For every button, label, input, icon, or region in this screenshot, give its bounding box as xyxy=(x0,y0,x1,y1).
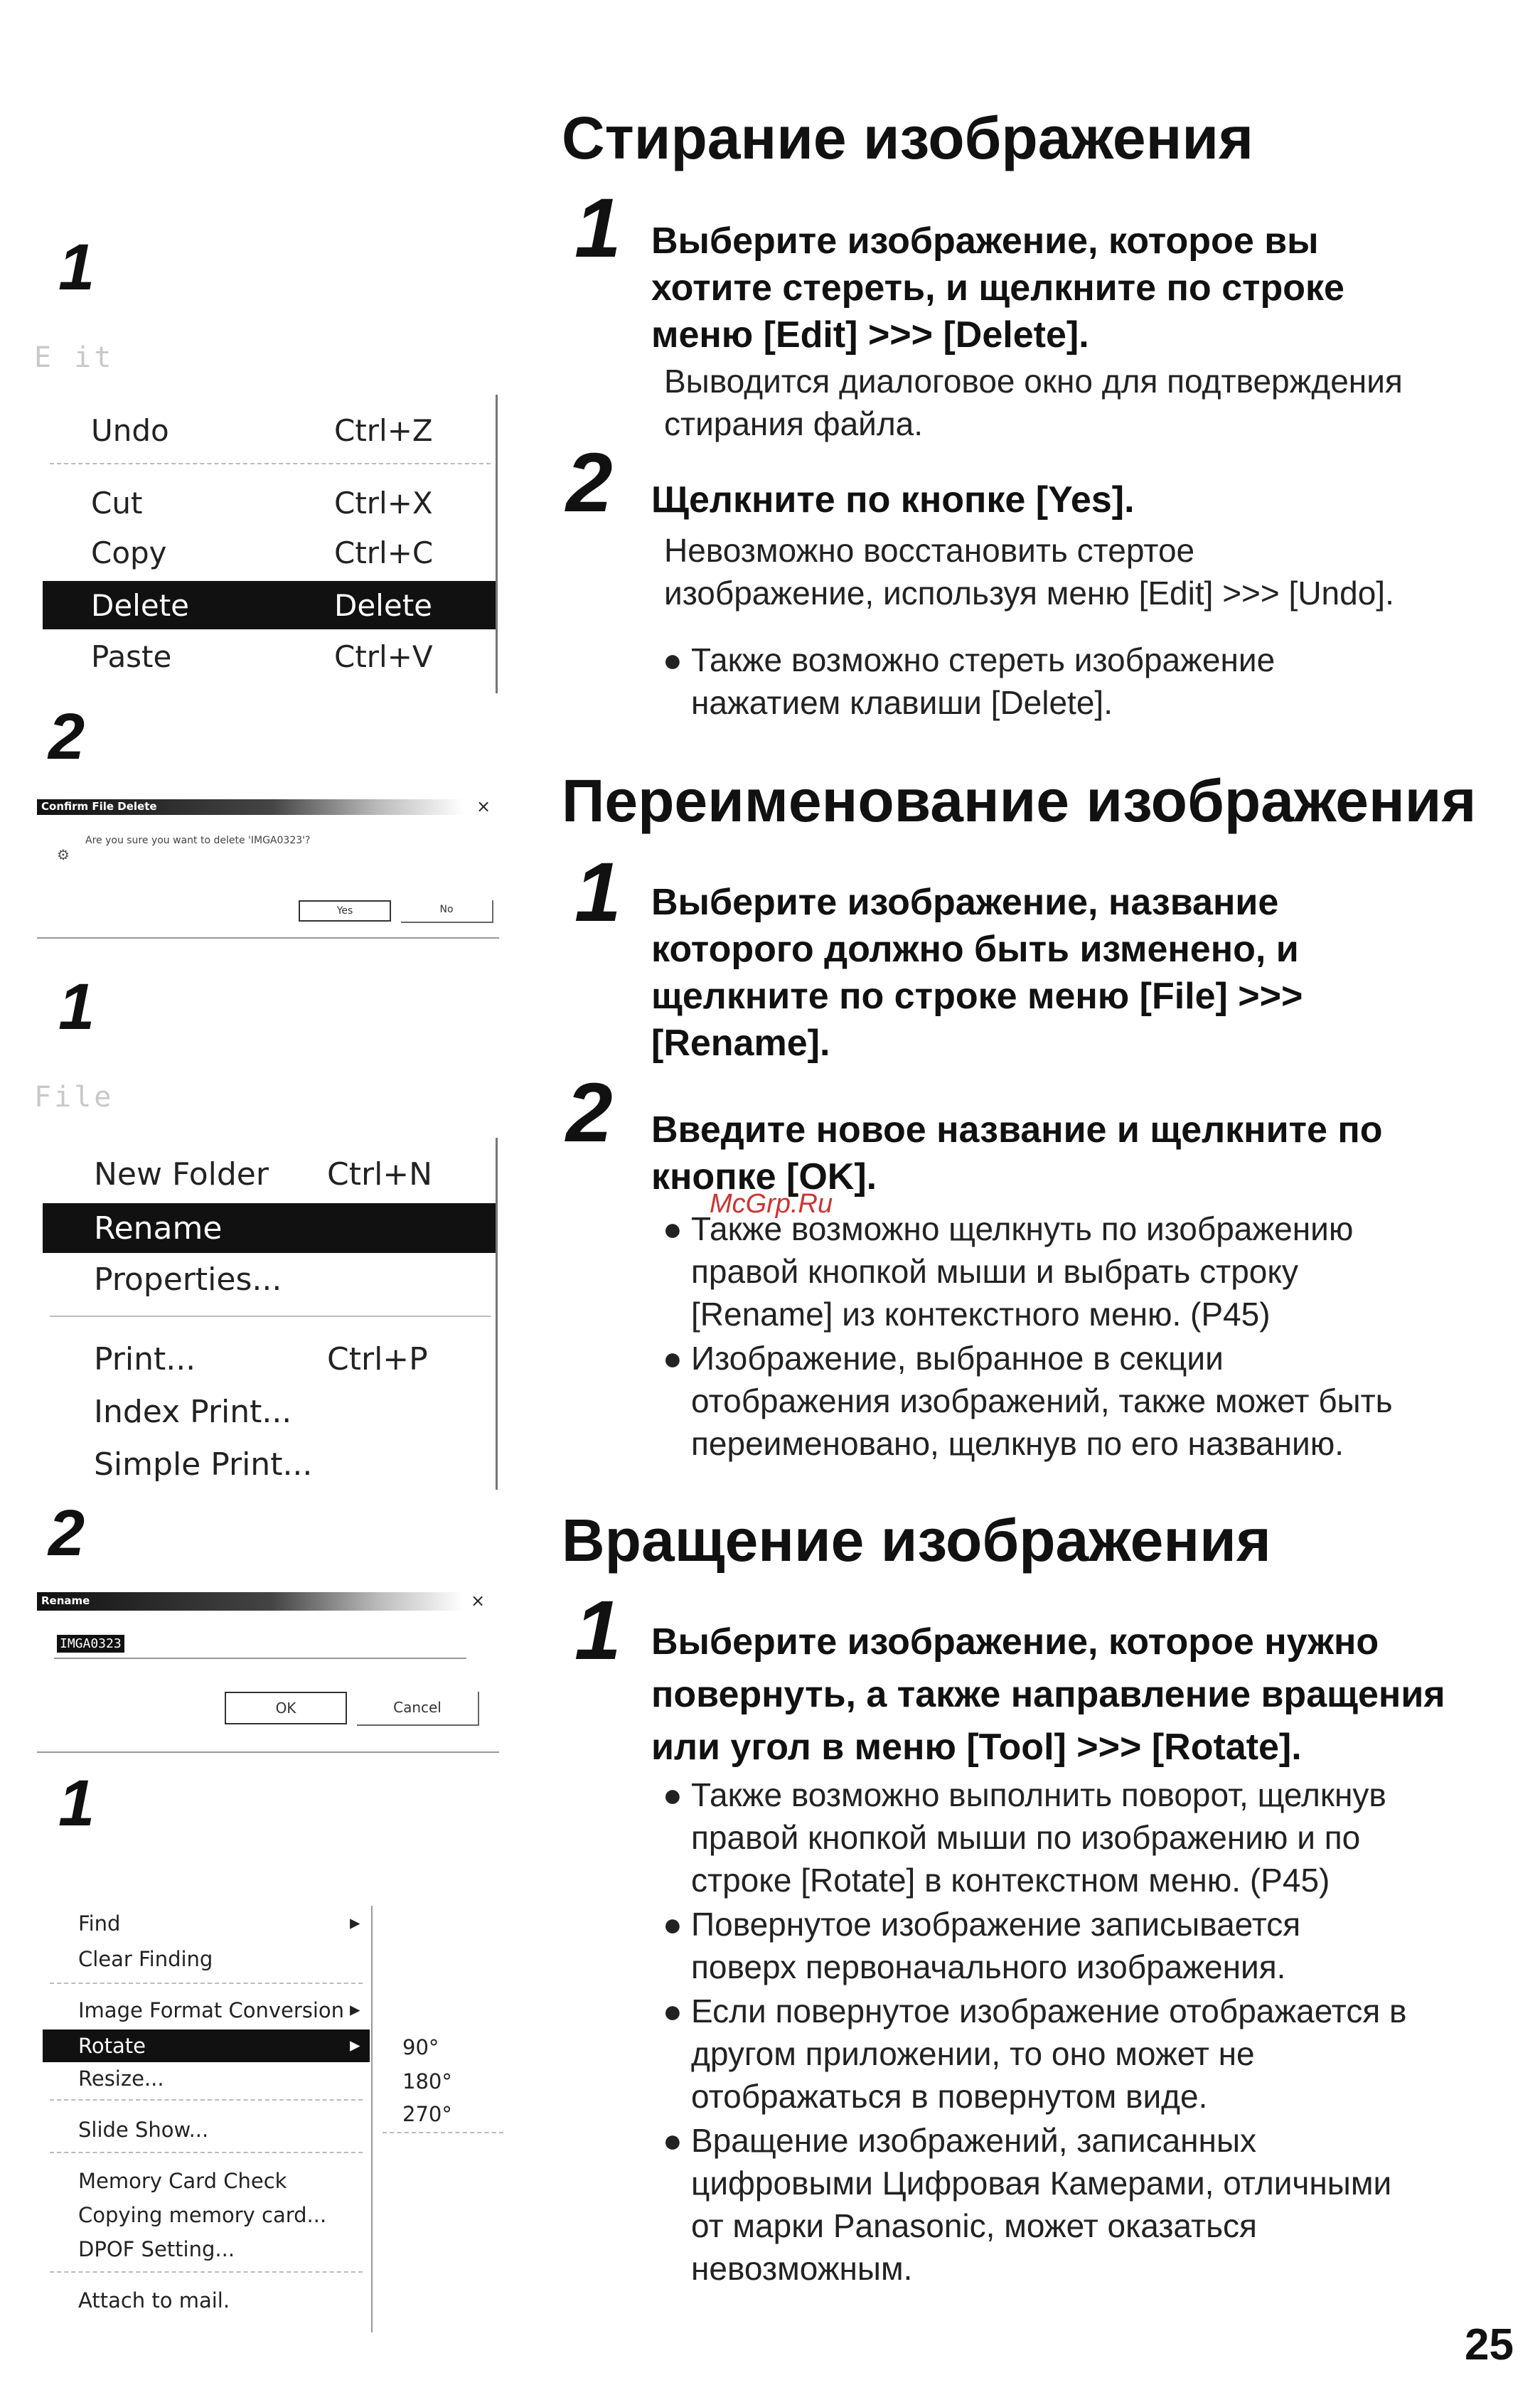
menu-item-label: Find xyxy=(78,1911,121,1936)
menu-separator xyxy=(50,2152,363,2153)
bullet-icon: ● xyxy=(663,2122,683,2159)
close-icon[interactable]: × xyxy=(476,796,491,816)
instruction-line: хотите стереть, и щелкните по строке xyxy=(651,267,1344,309)
section-heading-rename: Переименование изображения xyxy=(562,767,1477,834)
dialog-titlebar xyxy=(37,799,464,815)
menu-item-simple-print[interactable] xyxy=(43,1442,498,1486)
body-line: нажатием клавиши [Delete]. xyxy=(691,684,1113,721)
instruction-line: повернуть, а также направление вращения xyxy=(651,1674,1445,1715)
instruction-line: Выберите изображение, которое вы xyxy=(651,220,1319,262)
menu-item-shortcut: Ctrl+N xyxy=(327,1156,433,1193)
rotate-submenu xyxy=(383,2034,503,2126)
note-bullet xyxy=(663,1207,1516,1335)
step-number: 2 xyxy=(48,1497,85,1569)
body-line: строке [Rotate] в контекстном меню. (P45) xyxy=(691,1862,1330,1899)
body-line: поверх первоначального изображения. xyxy=(691,1948,1286,1985)
bullet-icon: ● xyxy=(663,1210,683,1247)
menu-item-label: Image Format Conversion xyxy=(78,1998,345,2022)
menu-title-edit: E it xyxy=(34,341,114,374)
rename-input-value: IMGA0323 xyxy=(57,1635,124,1653)
bullet-icon: ● xyxy=(663,1340,683,1377)
watermark: McGrp.Ru xyxy=(710,1189,833,1219)
question-icon: ⚙ xyxy=(57,848,70,863)
body-line: стирания файла. xyxy=(664,405,924,442)
dialog-title: Confirm File Delete xyxy=(41,800,157,813)
cancel-button[interactable]: Cancel xyxy=(357,1692,479,1726)
menu-separator xyxy=(50,1316,491,1317)
menu-item-shortcut: Delete xyxy=(334,588,432,623)
menu-item-memory-card-check[interactable] xyxy=(43,2167,355,2196)
menu-item-shortcut: Ctrl+P xyxy=(327,1341,428,1377)
menu-item-rotate[interactable] xyxy=(43,2029,370,2062)
menu-item-shortcut: Ctrl+X xyxy=(334,486,433,521)
body-line: Повернутое изображение записывается xyxy=(691,1906,1301,1943)
body-line: Изображение, выбранное в секции xyxy=(691,1340,1224,1377)
menu-item-properties[interactable] xyxy=(43,1257,498,1301)
menu-item-label: New Folder xyxy=(94,1156,269,1193)
step-number: 2 xyxy=(48,700,85,773)
menu-item-rename[interactable] xyxy=(43,1203,496,1253)
edit-menu xyxy=(43,395,498,693)
body-line: [Rename] из контекстного меню. (P45) xyxy=(691,1296,1271,1333)
menu-item-dpof-setting[interactable] xyxy=(43,2236,355,2264)
menu-item-clear-finding[interactable] xyxy=(43,1946,512,1974)
body-line: Также возможно выполнить поворот, щелкнув xyxy=(691,1776,1386,1813)
menu-item-undo[interactable] xyxy=(43,409,498,452)
menu-item-find[interactable] xyxy=(43,1910,512,1938)
submenu-arrow-icon: ▸ xyxy=(350,1997,360,2021)
no-button[interactable]: No xyxy=(401,900,493,923)
step-number: 1 xyxy=(574,1584,621,1677)
note-bullet xyxy=(663,639,1516,724)
menu-item-copying-memory-card[interactable] xyxy=(43,2202,355,2230)
bullet-icon: ● xyxy=(663,641,683,678)
body-line: Вращение изображений, записанных xyxy=(691,2122,1257,2159)
ok-button[interactable]: OK xyxy=(225,1692,347,1724)
body-line: невозможным. xyxy=(691,2250,913,2287)
bullet-icon: ● xyxy=(663,1776,683,1813)
dialog-titlebar xyxy=(37,1592,464,1611)
submenu-arrow-icon: ▸ xyxy=(350,2032,360,2057)
close-icon[interactable]: × xyxy=(471,1591,486,1611)
step-instruction: Щелкните по кнопке [Yes]. xyxy=(651,479,1135,521)
instruction-line: меню [Edit] >>> [Delete]. xyxy=(651,314,1089,356)
dialog-bottom-rule xyxy=(37,937,499,939)
step-number: 1 xyxy=(58,1767,95,1840)
menu-item-shortcut: Ctrl+C xyxy=(334,535,434,570)
body-line: Также возможно стереть изображение xyxy=(691,641,1276,678)
body-line: правой кнопкой мыши по изображению и по xyxy=(691,1819,1361,1856)
step-instruction xyxy=(651,218,1519,358)
menu-item-label: Delete xyxy=(91,588,189,623)
menu-separator xyxy=(50,1983,363,1984)
menu-item-label: Index Print... xyxy=(94,1394,292,1430)
step-instruction xyxy=(651,879,1519,1067)
body-line: другом приложении, то оно может не xyxy=(691,2035,1255,2072)
submenu-border xyxy=(383,2132,503,2133)
menu-item-label: Attach to mail. xyxy=(78,2288,230,2313)
note-bullet xyxy=(663,1773,1516,1901)
step-number: 1 xyxy=(58,231,95,304)
menu-item-new-folder[interactable] xyxy=(43,1152,498,1196)
menu-item-print[interactable] xyxy=(43,1337,498,1381)
menu-item-index-print[interactable] xyxy=(43,1389,498,1434)
instruction-line: или угол в меню [Tool] >>> [Rotate]. xyxy=(651,1727,1302,1768)
instruction-line: Выберите изображение, которое нужно xyxy=(651,1621,1379,1663)
body-line: переименовано, щелкнув по его названию. xyxy=(691,1425,1344,1462)
menu-item-shortcut: Ctrl+V xyxy=(334,639,433,674)
dialog-bottom-rule xyxy=(37,1751,499,1753)
submenu-item-90[interactable]: 90° xyxy=(402,2035,439,2059)
instruction-line: Введите новое название и щелкните по xyxy=(651,1109,1383,1151)
step-instruction xyxy=(651,1616,1526,1773)
tool-menu xyxy=(43,1906,512,2332)
instruction-line: щелкните по строке меню [File] >>> xyxy=(651,976,1303,1017)
menu-item-label: Rename xyxy=(94,1210,223,1247)
menu-item-label: Cut xyxy=(91,486,143,521)
body-line: изображение, используя меню [Edit] >>> [Undo]. xyxy=(664,575,1394,612)
confirm-delete-dialog xyxy=(37,796,499,939)
file-menu xyxy=(43,1138,498,1490)
menu-item-image-format-conversion[interactable] xyxy=(43,1997,512,2025)
menu-item-label: Rotate xyxy=(78,2034,146,2058)
menu-item-label: Simple Print... xyxy=(94,1446,313,1483)
rename-input[interactable] xyxy=(54,1635,466,1659)
submenu-arrow-icon: ▸ xyxy=(350,1910,360,1934)
note-bullet xyxy=(663,1903,1516,1988)
yes-button[interactable]: Yes xyxy=(299,900,391,922)
body-line: отображаться в повернутом виде. xyxy=(691,2078,1208,2115)
rename-dialog xyxy=(37,1589,499,1754)
submenu-item-180[interactable]: 180° xyxy=(402,2069,452,2093)
step-number: 2 xyxy=(566,1066,613,1160)
bullet-icon: ● xyxy=(663,1993,683,2029)
body-line: Невозможно восстановить стертое xyxy=(664,532,1195,569)
menu-item-label: Memory Card Check xyxy=(78,2169,287,2193)
instruction-line: которого должно быть изменено, и xyxy=(651,929,1299,970)
menu-item-copy[interactable] xyxy=(43,531,498,574)
menu-separator xyxy=(50,2271,363,2273)
menu-item-cut[interactable] xyxy=(43,481,498,524)
body-line: Если повернутое изображение отображается в xyxy=(691,1993,1407,2029)
step-number: 1 xyxy=(574,846,621,939)
menu-item-label: Copying memory card... xyxy=(78,2203,327,2227)
menu-item-label: Properties... xyxy=(94,1261,282,1298)
step-number: 1 xyxy=(574,181,621,275)
step-description xyxy=(664,360,1517,445)
menu-separator xyxy=(50,463,491,464)
body-line: Выводится диалоговое окно для подтверждения xyxy=(664,363,1403,400)
menu-item-label: Undo xyxy=(91,413,169,448)
menu-item-attach-to-mail[interactable] xyxy=(43,2287,355,2315)
step-description xyxy=(664,529,1517,614)
bullet-icon: ● xyxy=(663,1906,683,1943)
submenu-item-270[interactable]: 270° xyxy=(402,2102,452,2126)
dialog-title: Rename xyxy=(41,1594,90,1607)
step-number: 2 xyxy=(566,436,613,530)
step-instruction xyxy=(651,1106,1519,1200)
menu-separator xyxy=(50,2099,363,2101)
note-bullet xyxy=(663,2119,1516,2290)
menu-item-label: Paste xyxy=(91,639,172,674)
page-number: 25 xyxy=(1465,2320,1514,2369)
dialog-message: Are you sure you want to delete 'IMGA0323'? xyxy=(85,835,311,846)
body-line: Также возможно щелкнуть по изображению xyxy=(691,1210,1354,1247)
menu-item-resize[interactable] xyxy=(43,2065,355,2093)
menu-item-label: Resize... xyxy=(78,2066,164,2091)
instruction-line: Выберите изображение, название xyxy=(651,882,1279,923)
body-line: отображения изображений, также может быть xyxy=(691,1382,1393,1419)
menu-item-label: Copy xyxy=(91,535,167,570)
body-line: правой кнопкой мыши и выбрать строку xyxy=(691,1253,1299,1290)
step-number: 1 xyxy=(58,971,95,1043)
body-line: цифровыми Цифровая Камерами, отличными xyxy=(691,2165,1392,2202)
instruction-line: [Rename]. xyxy=(651,1023,830,1064)
menu-item-label: DPOF Setting... xyxy=(78,2237,235,2261)
menu-title-file: File xyxy=(34,1081,114,1114)
section-heading-delete: Стирание изображения xyxy=(562,105,1253,171)
menu-item-slide-show[interactable] xyxy=(43,2116,355,2145)
instruction-line: кнопке [OK]. xyxy=(651,1156,877,1198)
menu-item-shortcut: Ctrl+Z xyxy=(334,413,433,448)
section-heading-rotate: Вращение изображения xyxy=(562,1507,1271,1574)
note-bullet xyxy=(663,1337,1516,1465)
menu-item-label: Print... xyxy=(94,1341,196,1377)
menu-item-paste[interactable] xyxy=(43,635,498,678)
menu-item-label: Slide Show... xyxy=(78,2118,209,2142)
body-line: от марки Panasonic, может оказаться xyxy=(691,2207,1257,2244)
menu-item-label: Clear Finding xyxy=(78,1947,213,1971)
note-bullet xyxy=(663,1990,1516,2118)
menu-item-delete[interactable] xyxy=(43,581,496,629)
